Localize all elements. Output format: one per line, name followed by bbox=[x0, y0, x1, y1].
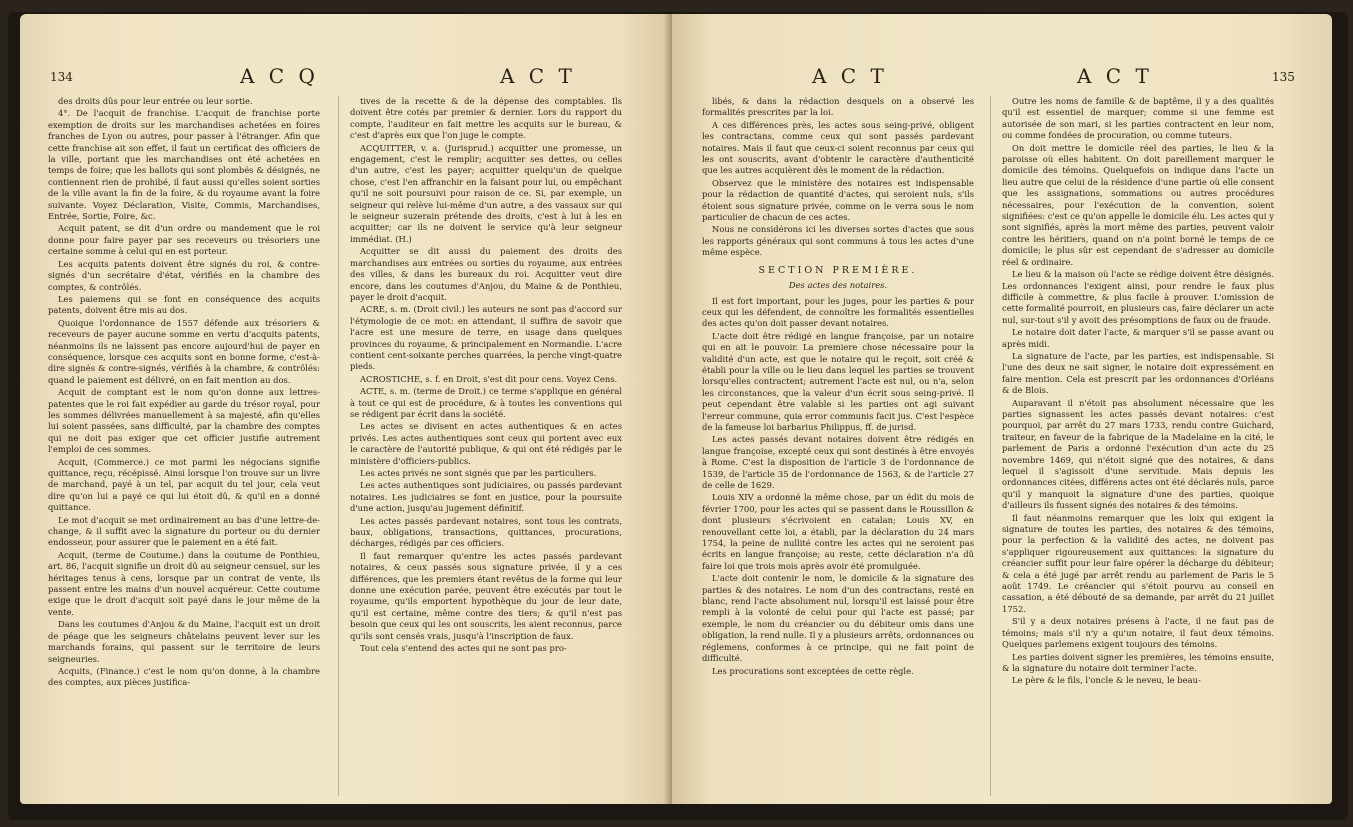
column-divider bbox=[338, 96, 339, 796]
left-column-1 bbox=[48, 96, 320, 690]
running-head-left-col2: A C T bbox=[500, 64, 576, 88]
paragraph: ACRE, s. m. (Droit civil.) les auteurs ne sont pas d'accord sur l'étymologie de ce mot: en attendant, il suffira de savoir que l'acre est une mesure de terre, en usage dans quelques provinces du royaume, & principalement en Normandie. L'acre contient cent-soixante perches quarrées, la perche vingt-quatre pieds. bbox=[350, 304, 622, 372]
paragraph: Les actes passés pardevant notaires, sont tous les contrats, baux, obligations, transactions, quittances, procurations, décharges, rédigés par ces officiers. bbox=[350, 515, 622, 549]
paragraph: ACTE, s. m. (terme de Droit.) ce terme s'applique en général à tout ce qui est de procédure, & à toutes les conventions qui se rédigent par écrit dans la société. bbox=[350, 386, 622, 419]
paragraph: Les acquits patents doivent être signés du roi, & contre-signés d'un secrétaire d'état, vérifiés en la chambre des comptes, & contrôlés. bbox=[48, 258, 320, 292]
paragraph: tives de la recette & de la dépense des comptables. Ils doivent être cotés par premier & dernier. Lors du rapport du compte, l'auditeur en fait mettre les acquits sur le bureau, & c'est d'après eux que l'on juge le compte. bbox=[350, 96, 622, 141]
column-divider bbox=[990, 96, 991, 796]
left-page bbox=[20, 14, 672, 804]
running-head-right-col1: A C T bbox=[812, 64, 888, 88]
paragraph: Le mot d'acquit se met ordinairement au bas d'une lettre-de-change, & il suffit avec la signature du porteur ou du dernier endosseur, pour assurer que le paiement en a été fait. bbox=[48, 514, 320, 548]
paragraph: On doit mettre le domicile réel des parties, le lieu & la paroisse où elles habitent. On doit pareillement marquer le domicile des témoins. Quelquefois on indique dans l'acte un lieu autre que celui de la résidence d'une partie où elle consent que les assignations, sommations ou autres procédures nécessaires, pour l'exécution de la convention, soient signifiées: c'est ce qu'on appelle le domicile élu. Les actes qui y sont signifiés, après la mort même des parties, peuvent valoir contre les héritiers, quand on n'a point borné le temps de ce domicile; le plus sûr est cependant de s'adresser au domicile réel & ordinaire. bbox=[1002, 142, 1274, 267]
paragraph: libés, & dans la rédaction desquels on a observé les formalités prescrites par la loi. bbox=[702, 96, 974, 118]
paragraph: Les parties doivent signer les premières, les témoins ensuite, & la signature du notaire doit terminer l'acte. bbox=[1002, 651, 1274, 673]
paragraph: L'acte doit contenir le nom, le domicile & la signature des parties & des notaires. Le nom d'un des contractans, resté en blanc, rend l'acte absolument nul, lorsqu'il est laissé pour être rempli à la volonté de celui pour qui l'acte est passé; par exemple, le nom du créancier ou du débiteur omis dans une obligation, la rend nulle. Il y a plusieurs arrêts, ordonnances ou réglemens, conformes à ce principe, qui ne fait point de difficulté. bbox=[702, 573, 974, 664]
paragraph: des droits dûs pour leur entrée ou leur sortie. bbox=[58, 96, 253, 106]
paragraph: Les actes authentiques sont judiciaires, ou passés pardevant notaires. Les judiciaires se font en justice, pour la poursuite d'une action, jusqu'au jugement définitif. bbox=[350, 480, 622, 514]
paragraph: Observez que le ministère des notaires est indispensable pour la rédaction de quantité d'actes, qui seroient nuls, s'ils étoient sous signature privée, comme on le verra sous le nom particulier de chacun de ces actes. bbox=[702, 177, 974, 223]
paragraph: La signature de l'acte, par les parties, est indispensable. Si l'une des deux ne sait signer, le notaire doit expressément en faire mention. Cela est prescrit par les ordonnances d'Orléans & de Blois. bbox=[1002, 350, 1274, 396]
paragraph: Acquit, (terme de Coutume.) dans la coutume de Ponthieu, art. 86, l'acquit signifie un droit dû au seigneur censuel, sur les héritages tenus à cens, lorsque par un contrat de vente, ils passent entre les mains d'un nouvel acquéreur. Cette coutume exige que le droit d'acquit soit payé dans le jour même de la vente. bbox=[48, 549, 320, 617]
right-column-1 bbox=[702, 96, 974, 678]
paragraph: Quoique l'ordonnance de 1557 défende aux trésoriers & receveurs de payer aucune somme en vertu d'acquits patents, néanmoins ils ne laissent pas encore aujourd'hui de payer en conséquence, lorsque ces acquits sont en bonne forme, c'est-à-dire signés & contre-signés, vérifiés à la chambre, & contrôlés: quand le paiement est délivré, on en fait mention au dos. bbox=[48, 317, 320, 385]
paragraph: Il est fort important, pour les juges, pour les parties & pour ceux qui les défendent, de connoître les formalités essentielles des actes qu'on doit passer devant notaires. bbox=[702, 295, 974, 329]
paragraph: Les procurations sont exceptées de cette règle. bbox=[712, 665, 914, 676]
paragraph: S'il y a deux notaires présens à l'acte, il ne faut pas de témoins; mais s'il n'y a qu'un notaire, il faut deux témoins. Quelques parlemens exigent toujours des témoins. bbox=[1002, 616, 1274, 650]
paragraph: 4°. De l'acquit de franchise. L'acquit de franchise porte exemption de droits sur les marchandises achetées en foires franches de Lyon ou autres, pour passer à l'étranger. Afin que cette franchise ait son effet, il faut un certificat des officiers de la ville, portant que les marchandises ont été achetées en temps de foire; que les ballots qui sont plombés & désignés, ne contiennent rien de prohibé, il faut aussi qu'elles soient sorties de la ville avant la fin de la foire, & du royaume avant la foire suivante. Voyez Déclaration, Visite, Commis, Marchandises, Entrée, Sortie, Foire, &c. bbox=[48, 108, 320, 222]
paragraph: Il faut remarquer qu'entre les actes passés pardevant notaires, & ceux passés sous signature privée, il y a ces différences, que les premiers étant revêtus de la forme qui leur donne une exécution parée, peuvent être exécutés par tout le royaume, qu'ils emportent hypothèque du jour de leur date, qu'il est certaine, même contre des tiers; & qu'il n'est pas besoin que ceux qui les ont souscrits, les aient reconnus, parce qu'ils sont censés vrais, jusqu'à l'inscription de faux. bbox=[350, 550, 622, 641]
paragraph: Acquit de comptant est le nom qu'on donne aux lettres-patentes que le roi fait expédier au garde du trésor royal, pour les sommes délivrées manuellement à sa majesté, afin qu'elles lui soient passées, sans difficulté, par la chambre des comptes qui ne doit pas exiger que cet officier justifie autrement l'emploi de ces sommes. bbox=[48, 387, 320, 455]
paragraph: Tout cela s'entend des actes qui ne sont pas pro- bbox=[360, 643, 567, 654]
paragraph: Nous ne considérons ici les diverses sortes d'actes que sous les rapports généraux qui sont communs à tous les actes d'une même espèce. bbox=[702, 224, 974, 258]
paragraph: Les actes passés devant notaires doivent être rédigés en langue françoise, excepté ceux qui sont destinés à être envoyés à Rome. C'est la disposition de l'article 3 de l'ordonnance de 1539, de l'article 35 de l'ordonnance de 1563, & de l'article 27 de celle de 1629. bbox=[702, 434, 974, 490]
paragraph: Le père & le fils, l'oncle & le neveu, le beau- bbox=[1012, 675, 1201, 686]
running-head-right-col2: A C T bbox=[1077, 64, 1153, 88]
left-column-2 bbox=[350, 96, 622, 656]
paragraph: Acquitter se dit aussi du paiement des droits des marchandises aux entrées ou sorties du royaume, aux entrées des villes, & dans les bureaux du roi. Acquitter veut dire encore, dans les coutumes d'Anjou, du Maine & de Ponthieu, payer le droit d'acquit. bbox=[350, 246, 622, 302]
paragraph: ACROSTICHE, s. f. en Droit, s'est dit pour cens. Voyez Cens. bbox=[360, 373, 618, 384]
paragraph: A ces différences près, les actes sous seing-privé, obligent les contractans, comme ceux qui sont passés pardevant notaires. Mais il faut que ceux-ci soient reconnus par ceux qui les ont souscrits, avant d'obtenir le caractère d'authenticité que les autres acquièrent dès le moment de la rédaction. bbox=[702, 119, 974, 176]
right-column-2 bbox=[1002, 96, 1274, 688]
paragraph: Le notaire doit dater l'acte, & marquer s'il se passe avant ou après midi. bbox=[1002, 327, 1274, 349]
paragraph: ACQUITTER, v. a. (Jurisprud.) acquitter une promesse, un engagement, c'est le remplir; acquitter ses dettes, ou celles d'un autre, c'est les payer; acquitter quelqu'un de quelque chose, c'est l'en affranchir en la faisant pour lui, ou empêchant qu'il ne soit poursuivi pour raison de ce. Si, par exemple, un seigneur qui relève lui-même d'un autre, a des vassaux sur qui le seigneur suzerain prétende des droits, c'est à lui à les en acquitter; car ils ne doivent le service qu'à leur seigneur immédiat. (H.) bbox=[350, 142, 622, 244]
paragraph: Acquit patent, se dit d'un ordre ou mandement que le roi donne pour faire payer par ses receveurs ou trésoriers une certaine somme à celui qui en est porteur. bbox=[48, 223, 320, 257]
paragraph: Auparavant il n'étoit pas absolument nécessaire que les parties signassent les actes passés devant notaires: c'est pourquoi, par arrêt du 27 mars 1733, rendu contre Guichard, traiteur, en faveur de la fabrique de la Madelaine en la cité, le parlement de Paris a ordonné l'exécution d'un acte du 25 novembre 1469, qui n'étoit signé que des notaires, & dans lequel il s'agissoit d'une servitude. Mais depuis les ordonnances citées, différens actes ont été déclarés nuls, parce qu'il y manquoit la signature d'une des parties, quoique d'ailleurs ils fussent signés des notaires & des témoins. bbox=[1002, 397, 1274, 511]
paragraph: Les actes se divisent en actes authentiques & en actes privés. Les actes authentiques sont ceux qui portent avec eux le caractère de l'autorité publique, & qui ont été rédigés par le ministère d'officiers-publics. bbox=[350, 421, 622, 466]
paragraph: Les paiemens qui se font en conséquence des acquits patents, doivent être mis au dos. bbox=[48, 293, 320, 316]
paragraph: Il faut néanmoins remarquer que les loix qui exigent la signature de toutes les parties, des notaires & des témoins, pour la perfection & la validité des actes, ne doivent pas s'appliquer rigoureusement aux quittances: la signature du créancier suffit pour leur faire opérer la décharge du débiteur; & cela a été jugé par arrêt rendu au parlement de Paris le 5 août 1749. Le créancier qui s'étoit pourvu au conseil en cassation, a été débouté de sa demande, par arrêt du 21 juillet 1752. bbox=[1002, 512, 1274, 614]
paragraph: Outre les noms de famille & de baptême, il y a des qualités qu'il est essentiel de marquer; comme si une femme est autorisée de son mari, si les parties contractent en leur nom, ou comme fondées de procuration, ou comme tuteurs. bbox=[1002, 96, 1274, 141]
paragraph: Les actes privés ne sont signés que par les particuliers. bbox=[360, 468, 597, 478]
paragraph: Dans les coutumes d'Anjou & du Maine, l'acquit est un droit de péage que les seigneurs châtelains peuvent lever sur les marchands forains, qui passent sur le territoire de leurs seigneuries. bbox=[48, 619, 320, 664]
paragraph: SECTION PREMIÈRE. bbox=[758, 264, 918, 276]
paragraph: Acquits, (Finance.) c'est le nom qu'on donne, à la chambre des comptes, aux pièces justifica- bbox=[48, 665, 320, 688]
right-page bbox=[672, 14, 1332, 804]
page-number-left: 134 bbox=[50, 70, 73, 84]
paragraph: Acquit, (Commerce.) ce mot parmi les négocians signifie quittance, reçu, récépissé. Ainsi lorsque l'on trouve sur un livre de marchand, payé à un tel, par acquit du tel jour, cela veut dire qu'on lui a payé ce qui lui étoit dû, & qu'il en a donné quittance. bbox=[48, 456, 320, 513]
paragraph: Le lieu & la maison où l'acte se rédige doivent être désignés. Les ordonnances l'exigent ainsi, pour rendre le faux plus difficile à commettre, & plus facile à prouver. L'omission de cette formalité pourroit, en plusieurs cas, faire déclarer un acte nul, sur-tout s'il y avoit des présomptions de faux ou de fraude. bbox=[1002, 269, 1274, 325]
paragraph: Des actes des notaires. bbox=[788, 280, 888, 291]
paragraph: Louis XIV a ordonné la même chose, par un édit du mois de février 1700, pour les actes qui se passent dans le Roussillon & dont plusieurs s'écrivoient en catalan; Louis XV, en renouvellant cette loi, a établi, par la déclaration du 24 mars 1754, la peine de nullité contre les actes qui ne seroient pas écrits en langue françoise; au reste, cette déclaration n'a dû faire loi que trois mois après avoir été promulguée. bbox=[702, 492, 974, 571]
running-head-left-col1: A C Q bbox=[240, 64, 319, 88]
page-number-right: 135 bbox=[1272, 70, 1295, 84]
paragraph: L'acte doit être rédigé en langue françoise, par un notaire qui en ait le pouvoir. La premiere chose nécessaire pour la validité d'un acte, est que le notaire qui le reçoit, soit créé & établi pour la ville ou le lieu dans lequel les parties se trouvent lorsqu'elles contractent; autrement l'acte est nul, ou n'a, selon les circonstances, que la valeur d'un écrit sous seing-privé. Il peut cependant être valable si les parties ont agi suivant l'erreur commune, quia error communis facit jus. C'est l'espèce de la fameuse loi barbarius Philippus, ff. de jurisd. bbox=[702, 330, 974, 432]
